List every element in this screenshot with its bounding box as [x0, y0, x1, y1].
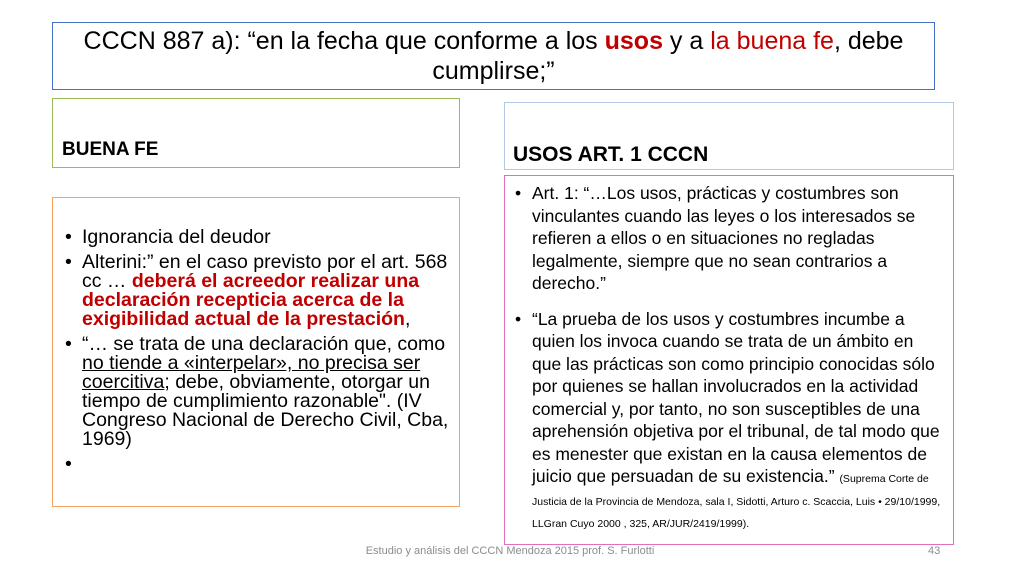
list-item: [61, 228, 451, 247]
title-text-2: y a: [662, 27, 711, 55]
usos-content: [504, 175, 954, 545]
buena-fe-header: [52, 98, 460, 168]
list-item-text: Ignorancia del deudor: [82, 226, 271, 248]
list-item-text: ,: [404, 308, 411, 330]
usos-header-label: USOS ART. 1 CCCN: [513, 143, 709, 166]
highlighted-text: deberá el acreedor realizar una declaración recepticia acerca de la exigibilidad actual de la prestación: [82, 270, 420, 330]
list-item-text: “La prueba de los usos y costumbres incumbe a quien los invoca cuando se trata de un ámbito en que las prácticas son como principio conocidas sólo por quienes se hallan involucrados en la actividad comercial y, por tanto, no son susceptibles de una aprehensión objetiva por el tribunal, de tal modo que es menester que existan en la causa elementos de juicio que persuadan de su existencia.”: [532, 308, 940, 486]
buena-fe-header-label: BUENA FE: [62, 139, 159, 160]
title-text-3: , debe cumplirse;”: [432, 27, 904, 85]
usos-header: [504, 102, 954, 170]
title-buena-fe: la buena fe: [710, 27, 834, 55]
list-item-text: ; debe, obviamente, otorgar un tiempo de cumplimiento razonable". (IV Congreso Nacional de Derecho Civil, Cba, 1969): [82, 371, 449, 450]
list-item-text: Art. 1: “…Los usos, prácticas y costumbres son vinculantes cuando las leyes o los interesados se refieren a ellos o en situaciones no regladas legalmente, siempre que no sean contrarios a derecho.”: [532, 183, 916, 293]
list-item: [61, 253, 451, 329]
list-item: [511, 182, 947, 295]
usos-list: [511, 182, 947, 533]
slide-footer: Estudio y análisis del CCCN Mendoza 2015 prof. S. Furlotti: [365, 545, 655, 557]
list-item: [61, 335, 451, 449]
buena-fe-list: [61, 228, 451, 474]
list-item-text: “… se trata de una declaración que, como: [82, 333, 446, 355]
title-usos: usos: [604, 27, 663, 55]
page-number: 43: [928, 545, 941, 557]
citation-text: (Suprema Corte de Justicia de la Provincia de Mendoza, sala I, Sidotti, Arturo c. Scaccia, Luis • 29/10/1999, LLGran Cuyo 2000 , 325, AR/JUR/2419/1999).: [532, 473, 941, 530]
list-item: [511, 308, 947, 533]
title-text-1: CCCN 887 a): “en la fecha que conforme a los: [83, 27, 605, 55]
buena-fe-content: [52, 197, 460, 507]
list-item-empty: [61, 455, 451, 474]
slide-title: [52, 22, 935, 90]
list-item-text: Alterini:” en el caso previsto por el art. 568 cc …: [82, 251, 448, 292]
underlined-text: no tiende a «interpelar», no precisa ser coercitiva: [82, 352, 421, 393]
